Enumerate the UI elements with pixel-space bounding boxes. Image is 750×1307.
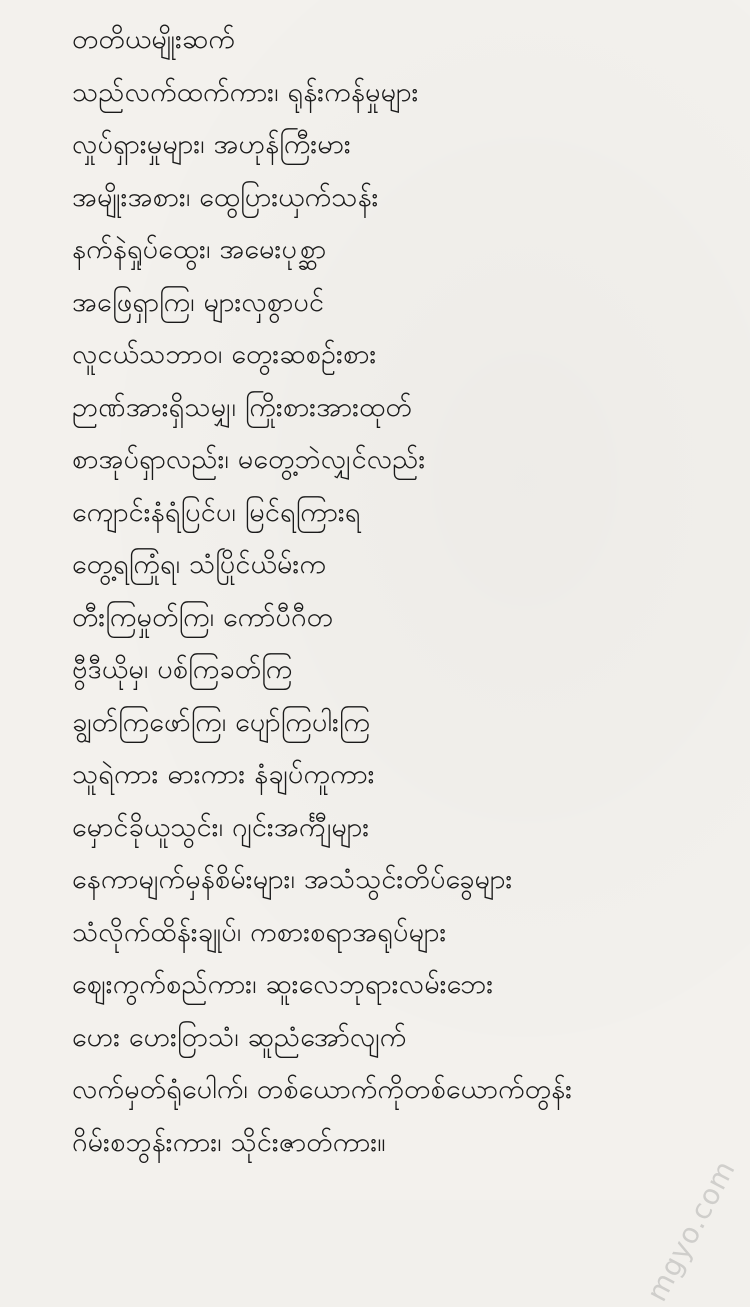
poem-line: လက်မှတ်ရုံပေါက်၊ တစ်ယောက်ကိုတစ်ယောက်တွန်း <box>72 1074 573 1105</box>
poem-line: ဉာဏ်အားရှိသမျှ၊ ကြိုးစားအားထုတ် <box>72 391 412 423</box>
poem-line: တီးကြမှုတ်ကြ၊ ကော်ပီဂီတ <box>72 601 334 633</box>
poem-line: ဈေးကွက်စည်ကား၊ ဆူးလေဘုရားလမ်းဘေး <box>72 969 494 1000</box>
poem-line: လူငယ်သဘာဝ၊ တွေးဆစဉ်းစား <box>72 339 377 370</box>
poem-line: သူရဲကား ဓားကား နံချပ်ကူကား <box>72 759 375 790</box>
poem-text <box>72 14 732 1169</box>
poem-line: လှုပ်ရှားမှုများ၊ အဟုန်ကြီးမား <box>72 129 351 160</box>
poem-line: မှောင်ခိုယူသွင်း၊ ဂျင်းအင်္ကျီများ <box>72 811 370 843</box>
poem-line: ချွတ်ကြဖော်ကြ၊ ပျော်ကြပါးကြ <box>72 706 371 738</box>
poem-line: အမျိုးအစား၊ ထွေပြားယှက်သန်း <box>72 181 379 213</box>
poem-line: ဂိမ်းစဘွန်းကား၊ သိုင်းဇာတ်ကား။ <box>72 1126 386 1158</box>
poem-line: သံလိုက်ထိန်းချုပ်၊ ကစားစရာအရုပ်များ <box>72 916 447 948</box>
poem-line: စာအုပ်ရှာလည်း၊ မတွေ့ဘဲလျှင်လည်း <box>72 444 426 475</box>
poem-line: သည်လက်ထက်ကား၊ ရုန်းကန်မှုများ <box>72 76 419 108</box>
poem-line: နေကာမျက်မှန်စိမ်းများ၊ အသံသွင်းတိပ်ခွေများ <box>72 864 513 895</box>
poem-line: နက်နဲရှုပ်ထွေး၊ အမေးပုစ္ဆာ <box>72 234 327 265</box>
poem-line: တတိယမျိုးဆက် <box>72 24 235 55</box>
poem-line: ဟေး ဟေးဝြာသံ၊ ဆူညံအော်လျက် <box>72 1021 407 1053</box>
watermark: mgyo.com <box>640 1154 742 1307</box>
poem-line: အဖြေရှာကြ၊ များလှစွာပင် <box>72 286 325 318</box>
poem-line: ကျောင်းနံရံပြင်ပ၊ မြင်ရကြားရ <box>72 496 361 528</box>
poem-line: တွေ့ရကြုံရ၊ သံပြိုင်ယိမ်းက <box>72 549 327 580</box>
poem-line: ဗွီဒီယိုမှ၊ ပစ်ကြခတ်ကြ <box>72 654 293 685</box>
